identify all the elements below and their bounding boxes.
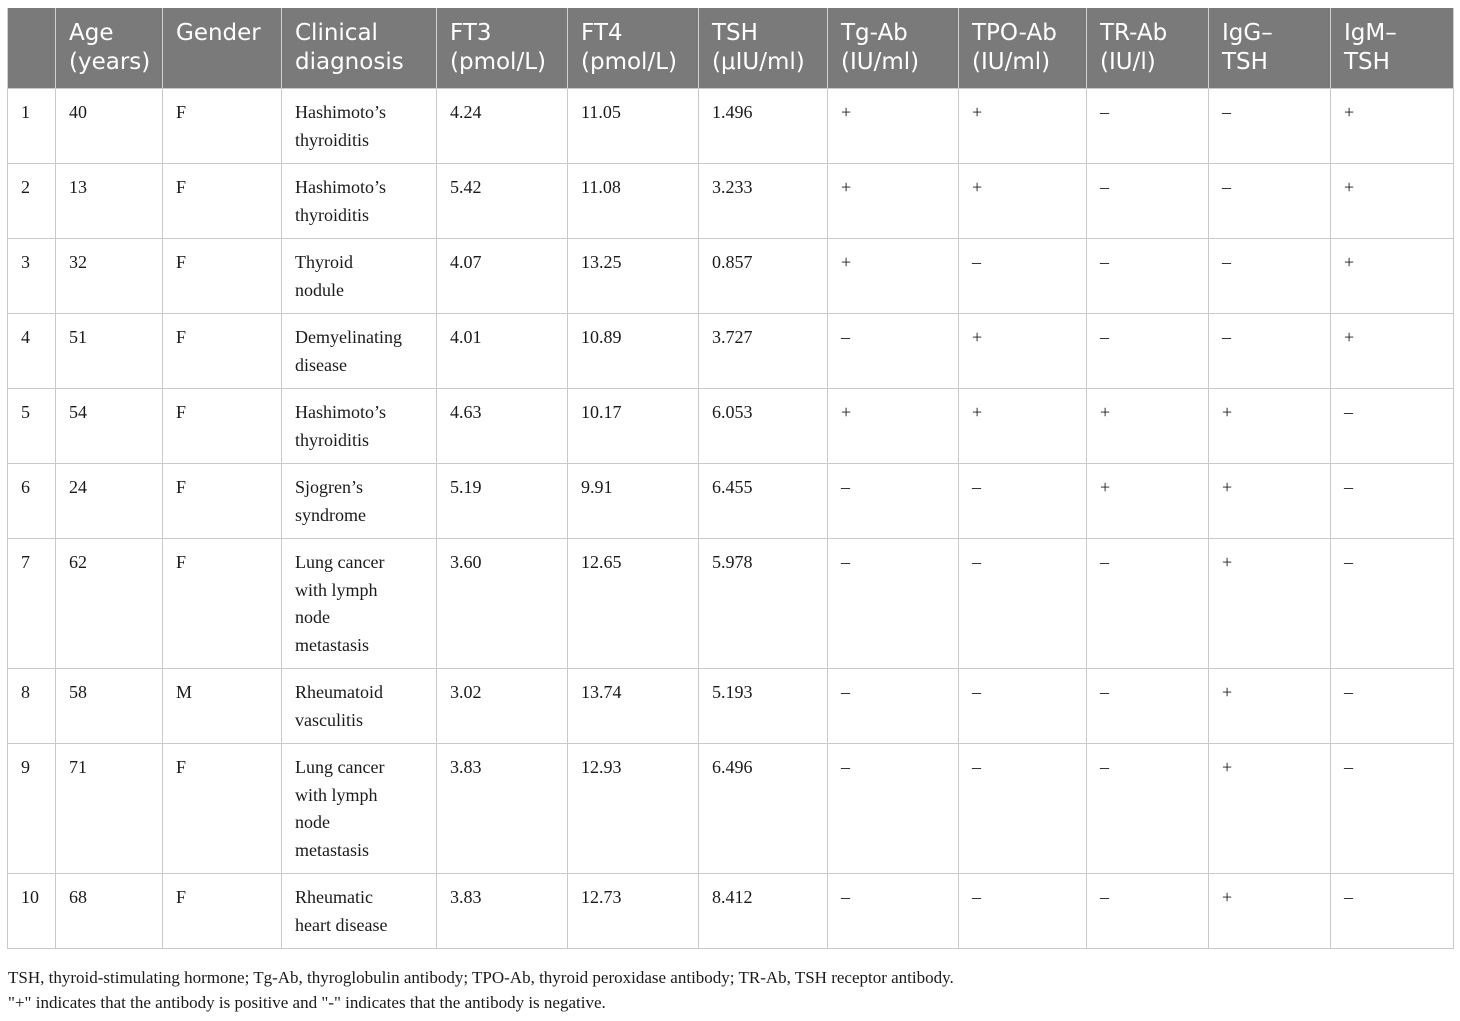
cell-clinical-diagnosis: Hashimoto’s thyroiditis xyxy=(282,89,437,164)
cell-gender: M xyxy=(163,669,282,744)
cell-gender: F xyxy=(163,539,282,669)
cell-gender: F xyxy=(163,464,282,539)
cell-ft3: 4.01 xyxy=(437,314,568,389)
cell-igg-tsh: + xyxy=(1209,464,1331,539)
table-row xyxy=(8,874,1454,949)
cell-index: 10 xyxy=(8,874,56,949)
cell-clinical-diagnosis: Demyelinating disease xyxy=(282,314,437,389)
cell-igg-tsh: + xyxy=(1209,389,1331,464)
cell-ft4: 10.89 xyxy=(568,314,699,389)
cell-tpo-ab: + xyxy=(959,164,1087,239)
cell-tsh: 6.053 xyxy=(699,389,828,464)
cell-tsh: 6.496 xyxy=(699,744,828,874)
cell-ft3: 3.83 xyxy=(437,744,568,874)
table-row xyxy=(8,89,1454,164)
cell-index: 9 xyxy=(8,744,56,874)
cell-tpo-ab: – xyxy=(959,539,1087,669)
cell-tg-ab: – xyxy=(828,314,959,389)
header-tr-ab: TR-Ab (IU/l) xyxy=(1087,8,1209,89)
cell-gender: F xyxy=(163,164,282,239)
cell-ft4: 12.65 xyxy=(568,539,699,669)
cell-igg-tsh: + xyxy=(1209,874,1331,949)
header-tsh: TSH (μIU/ml) xyxy=(699,8,828,89)
cell-igm-tsh: – xyxy=(1331,744,1454,874)
data-table-container xyxy=(7,8,1453,949)
cell-tg-ab: – xyxy=(828,874,959,949)
cell-tpo-ab: + xyxy=(959,314,1087,389)
cell-tr-ab: + xyxy=(1087,389,1209,464)
cell-tsh: 6.455 xyxy=(699,464,828,539)
table-row xyxy=(8,744,1454,874)
cell-gender: F xyxy=(163,874,282,949)
header-ft3: FT3 (pmol/L) xyxy=(437,8,568,89)
cell-gender: F xyxy=(163,389,282,464)
footnote-legend: "+" indicates that the antibody is positive and "-" indicates that the antibody is negative. xyxy=(8,993,606,1012)
cell-tr-ab: + xyxy=(1087,464,1209,539)
cell-tr-ab: – xyxy=(1087,669,1209,744)
cell-tg-ab: + xyxy=(828,164,959,239)
cell-igg-tsh: + xyxy=(1209,744,1331,874)
cell-tpo-ab: + xyxy=(959,389,1087,464)
table-footnotes xyxy=(8,965,1448,1015)
cell-tg-ab: + xyxy=(828,239,959,314)
cell-igm-tsh: + xyxy=(1331,164,1454,239)
cell-age: 24 xyxy=(56,464,163,539)
cell-ft3: 3.83 xyxy=(437,874,568,949)
cell-tr-ab: – xyxy=(1087,164,1209,239)
table-row xyxy=(8,389,1454,464)
header-igm-tsh: IgM– TSH xyxy=(1331,8,1454,89)
cell-tsh: 5.978 xyxy=(699,539,828,669)
cell-ft4: 12.93 xyxy=(568,744,699,874)
cell-clinical-diagnosis: Hashimoto’s thyroiditis xyxy=(282,389,437,464)
cell-igm-tsh: – xyxy=(1331,539,1454,669)
cell-igg-tsh: – xyxy=(1209,164,1331,239)
cell-clinical-diagnosis: Rheumatic heart disease xyxy=(282,874,437,949)
cell-clinical-diagnosis: Lung cancer with lymph node metastasis xyxy=(282,744,437,874)
table-row xyxy=(8,314,1454,389)
cell-tsh: 5.193 xyxy=(699,669,828,744)
cell-ft3: 3.02 xyxy=(437,669,568,744)
cell-ft4: 13.74 xyxy=(568,669,699,744)
cell-age: 62 xyxy=(56,539,163,669)
cell-ft4: 12.73 xyxy=(568,874,699,949)
cell-igm-tsh: – xyxy=(1331,389,1454,464)
cell-ft3: 5.42 xyxy=(437,164,568,239)
cell-ft3: 4.07 xyxy=(437,239,568,314)
cell-age: 71 xyxy=(56,744,163,874)
cell-gender: F xyxy=(163,239,282,314)
cell-tpo-ab: – xyxy=(959,874,1087,949)
header-igg-tsh: IgG– TSH xyxy=(1209,8,1331,89)
header-tg-ab: Tg-Ab (IU/ml) xyxy=(828,8,959,89)
cell-igg-tsh: – xyxy=(1209,89,1331,164)
cell-age: 13 xyxy=(56,164,163,239)
cell-tsh: 3.727 xyxy=(699,314,828,389)
cell-clinical-diagnosis: Lung cancer with lymph node metastasis xyxy=(282,539,437,669)
cell-igm-tsh: + xyxy=(1331,89,1454,164)
table-row xyxy=(8,239,1454,314)
cell-ft4: 13.25 xyxy=(568,239,699,314)
cell-igg-tsh: + xyxy=(1209,669,1331,744)
cell-igm-tsh: + xyxy=(1331,314,1454,389)
footnote-abbreviations: TSH, thyroid-stimulating hormone; Tg-Ab, thyroglobulin antibody; TPO-Ab, thyroid peroxidase antibody; TR-Ab, TSH receptor antibody. xyxy=(8,968,954,987)
patient-thyroid-table xyxy=(7,8,1454,949)
cell-tr-ab: – xyxy=(1087,874,1209,949)
table-row xyxy=(8,464,1454,539)
cell-tr-ab: – xyxy=(1087,744,1209,874)
cell-igm-tsh: – xyxy=(1331,874,1454,949)
cell-index: 8 xyxy=(8,669,56,744)
cell-tr-ab: – xyxy=(1087,539,1209,669)
header-tpo-ab: TPO-Ab (IU/ml) xyxy=(959,8,1087,89)
cell-igm-tsh: – xyxy=(1331,464,1454,539)
cell-ft4: 10.17 xyxy=(568,389,699,464)
cell-tg-ab: – xyxy=(828,669,959,744)
cell-gender: F xyxy=(163,314,282,389)
table-body xyxy=(8,89,1454,949)
cell-index: 2 xyxy=(8,164,56,239)
cell-clinical-diagnosis: Hashimoto’s thyroiditis xyxy=(282,164,437,239)
cell-tg-ab: + xyxy=(828,389,959,464)
cell-index: 1 xyxy=(8,89,56,164)
table-row xyxy=(8,164,1454,239)
cell-age: 40 xyxy=(56,89,163,164)
cell-index: 4 xyxy=(8,314,56,389)
header-gender: Gender xyxy=(163,8,282,89)
cell-index: 6 xyxy=(8,464,56,539)
cell-age: 54 xyxy=(56,389,163,464)
cell-tg-ab: – xyxy=(828,744,959,874)
table-row xyxy=(8,669,1454,744)
cell-tpo-ab: – xyxy=(959,669,1087,744)
header-ft4: FT4 (pmol/L) xyxy=(568,8,699,89)
cell-tsh: 3.233 xyxy=(699,164,828,239)
cell-igg-tsh: – xyxy=(1209,239,1331,314)
cell-tsh: 8.412 xyxy=(699,874,828,949)
cell-ft3: 4.63 xyxy=(437,389,568,464)
cell-gender: F xyxy=(163,89,282,164)
cell-tr-ab: – xyxy=(1087,89,1209,164)
cell-clinical-diagnosis: Thyroid nodule xyxy=(282,239,437,314)
table-row xyxy=(8,539,1454,669)
cell-index: 3 xyxy=(8,239,56,314)
cell-clinical-diagnosis: Rheumatoid vasculitis xyxy=(282,669,437,744)
cell-tpo-ab: – xyxy=(959,239,1087,314)
cell-tr-ab: – xyxy=(1087,314,1209,389)
header-index xyxy=(8,8,56,89)
cell-age: 32 xyxy=(56,239,163,314)
cell-tsh: 1.496 xyxy=(699,89,828,164)
cell-igm-tsh: – xyxy=(1331,669,1454,744)
table-header-row xyxy=(8,8,1454,89)
cell-age: 68 xyxy=(56,874,163,949)
cell-tg-ab: – xyxy=(828,464,959,539)
cell-igm-tsh: + xyxy=(1331,239,1454,314)
cell-tr-ab: – xyxy=(1087,239,1209,314)
cell-tg-ab: + xyxy=(828,89,959,164)
cell-ft3: 4.24 xyxy=(437,89,568,164)
cell-index: 7 xyxy=(8,539,56,669)
header-clinical-diagnosis: Clinical diagnosis xyxy=(282,8,437,89)
cell-ft3: 3.60 xyxy=(437,539,568,669)
cell-ft4: 11.08 xyxy=(568,164,699,239)
cell-index: 5 xyxy=(8,389,56,464)
cell-age: 58 xyxy=(56,669,163,744)
cell-igg-tsh: + xyxy=(1209,539,1331,669)
cell-tsh: 0.857 xyxy=(699,239,828,314)
cell-tpo-ab: – xyxy=(959,464,1087,539)
cell-tpo-ab: – xyxy=(959,744,1087,874)
cell-ft4: 9.91 xyxy=(568,464,699,539)
cell-tg-ab: – xyxy=(828,539,959,669)
cell-age: 51 xyxy=(56,314,163,389)
cell-ft3: 5.19 xyxy=(437,464,568,539)
cell-clinical-diagnosis: Sjogren’s syndrome xyxy=(282,464,437,539)
cell-tpo-ab: + xyxy=(959,89,1087,164)
cell-ft4: 11.05 xyxy=(568,89,699,164)
cell-gender: F xyxy=(163,744,282,874)
cell-igg-tsh: – xyxy=(1209,314,1331,389)
header-age: Age (years) xyxy=(56,8,163,89)
